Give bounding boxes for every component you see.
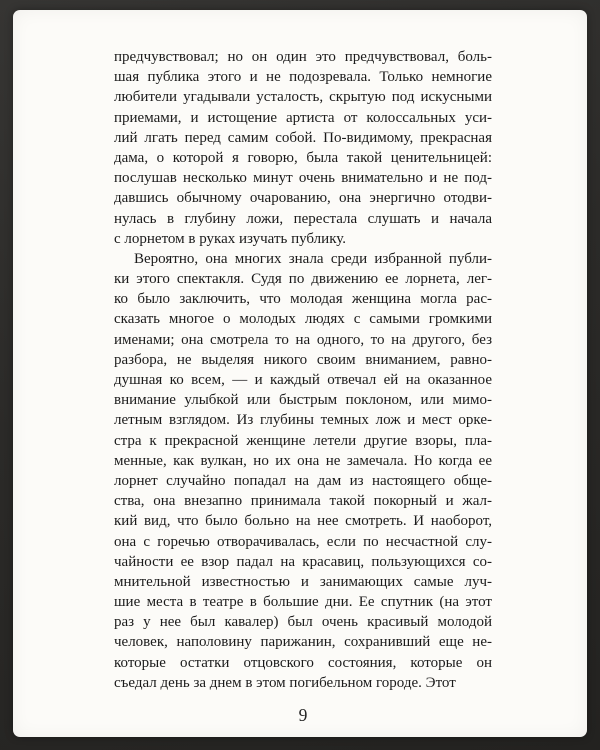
text-line: приемами, и истощение артиста от колоссальных уси- — [114, 109, 492, 126]
text-block — [114, 47, 492, 693]
text-line: внимание улыбкой или быстрым поклоном, или мимо- — [114, 392, 492, 409]
text-line: ства, она внезапно принимала такой покорный и жал- — [114, 493, 492, 510]
text-line: которые остатки отцовского состояния, которые он — [114, 654, 492, 671]
text-line: чайности ее взор падал на красавиц, пользующихся со- — [114, 553, 492, 570]
text-line: шая публика этого и не подозревала. Только немногие — [114, 69, 492, 86]
text-line: разбора, не выделяя никого своим вниманием, равно- — [114, 351, 492, 368]
paragraph — [114, 249, 492, 693]
text-line: менные, как вулкан, но их она не замечала. Но когда ее — [114, 452, 492, 469]
text-line: летным взглядом. Из глубины темных лож и мест орке- — [114, 412, 492, 429]
page-number: 9 — [298, 705, 308, 725]
text-line: дама, о которой я говорю, была такой ценительницей: — [114, 149, 492, 166]
text-line: ко было заключить, что молодая женщина могла рас- — [114, 291, 492, 308]
text-line: шие места в театре в большие дни. Ее спутник (на этот — [114, 594, 492, 611]
text-line: раз у нее был кавалер) был очень красивый молодой — [114, 614, 492, 631]
book-page — [13, 10, 587, 737]
text-line: она с горечью отворачивалась, если по несчастной слу- — [114, 533, 492, 550]
text-line: с лорнетом в руках изучать публику. — [114, 230, 347, 247]
text-line: давшись обычному очарованию, она энергично отодви- — [114, 190, 492, 207]
text-line: предчувствовал; но он один это предчувствовал, боль- — [114, 49, 492, 65]
text-line: любители угадывали усталость, скрытую под искусными — [114, 89, 492, 106]
text-line: ки этого спектакля. Судя по движению ее лорнета, лег- — [114, 271, 492, 288]
text-line: стра к прекрасной женщине летели другие взоры, пла- — [114, 432, 492, 449]
text-line: нулась в глубину ложи, перестала слушать и начала — [114, 210, 492, 227]
text-line: мнительной известностью и занимающих самые луч- — [114, 573, 492, 590]
text-line: сказать многое о молодых людях с самыми громкими — [114, 311, 492, 328]
text-line: лий лгать перед самим собой. По-видимому, прекрасная — [114, 129, 492, 146]
text-line: Вероятно, она многих знала среди избранной публи- — [134, 250, 492, 267]
text-line: именами; она смотрела то на одного, то на другого, без — [114, 331, 492, 348]
text-line: съедал день за днем в этом погибельном городе. Этот — [114, 674, 456, 691]
text-line: человек, наполовину парижанин, сохранивший еще не- — [114, 634, 492, 651]
text-line: кий вид, что было больно на нее смотреть. И наоборот, — [114, 513, 492, 530]
text-line: послушав несколько минут очень внимательно и не под- — [114, 170, 492, 187]
paragraph — [114, 47, 492, 249]
text-line: душная ко всем, — и каждый отвечал ей на оказанное — [114, 372, 492, 388]
text-line: лорнет случайно попадал на дам из настоящего обще- — [114, 472, 492, 489]
